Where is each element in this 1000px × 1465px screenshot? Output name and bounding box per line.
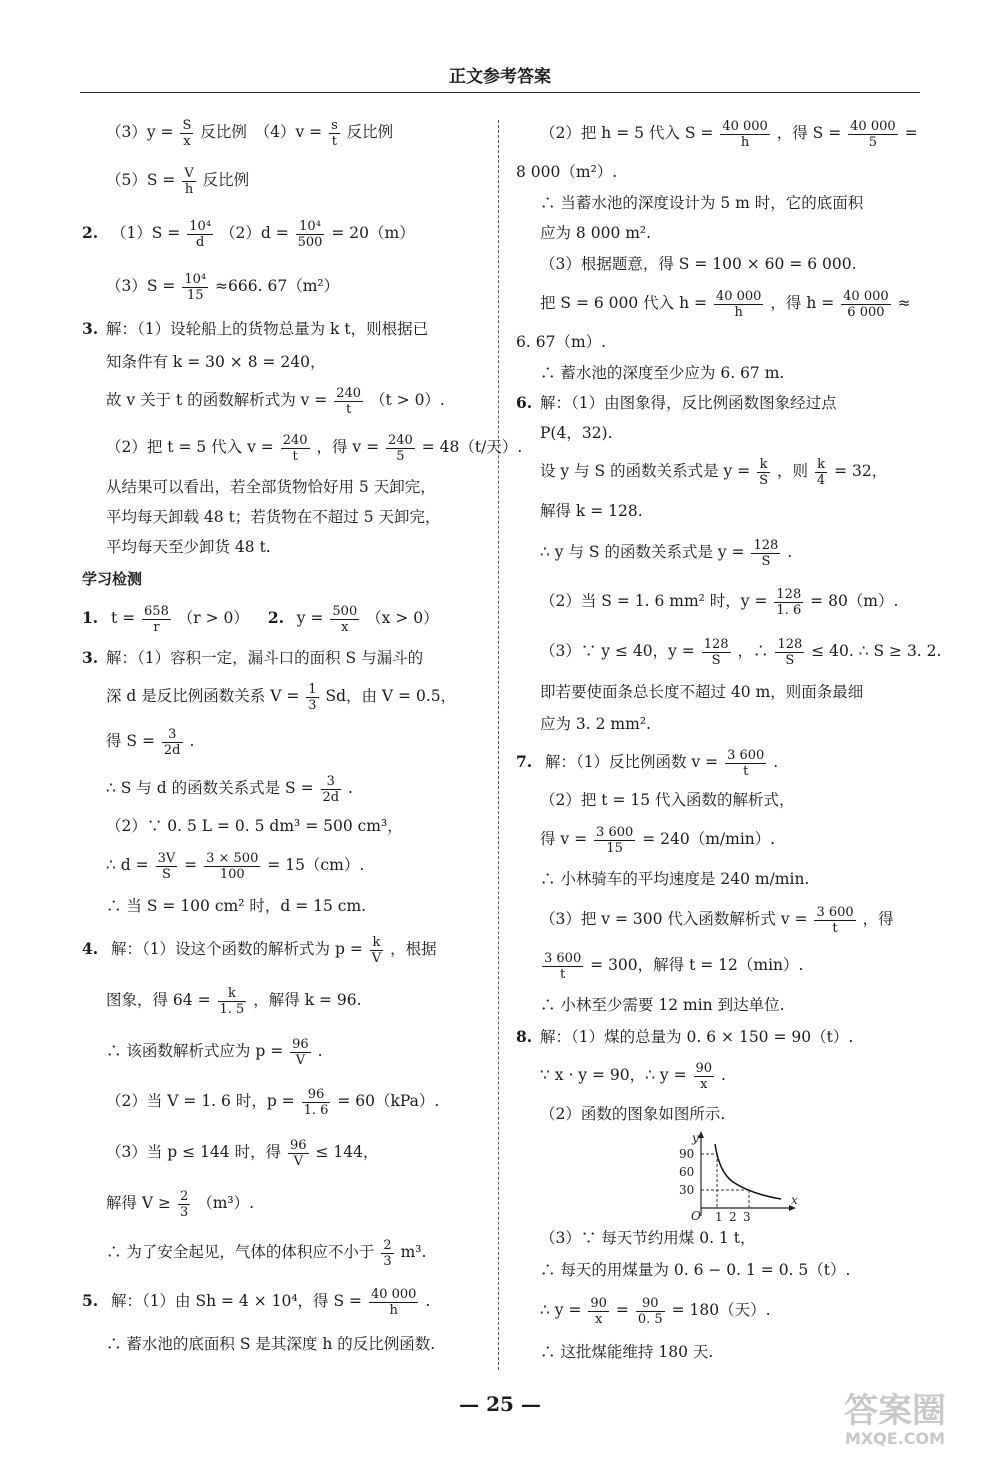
x-axis-label: x	[791, 1193, 798, 1207]
answer-line: 平均每天卸载 48 t；若货物在不超过 5 天卸完，	[106, 508, 441, 526]
text: （5）S =	[106, 171, 176, 189]
answer-line: （2）∵ 0. 5 L = 0. 5 dm³ = 500 cm³，	[106, 817, 403, 835]
question-number: 6.	[516, 393, 533, 412]
answer-line: （2）把 t = 15 代入函数的解析式，	[540, 791, 795, 809]
text: 设 y 与 S 的函数关系式是 y =	[540, 462, 751, 480]
answer-line	[516, 528, 916, 576]
fraction	[218, 986, 247, 1017]
answer-line	[82, 1178, 487, 1228]
fraction	[187, 219, 213, 250]
text: ，解得 k = 96.	[253, 991, 362, 1009]
answer-line: ∴ 每天的用煤量为 0. 6 − 0. 1 = 0. 5（t）.	[540, 1261, 851, 1279]
question-number: 8.	[516, 1027, 533, 1046]
answer-line: 从结果可以看出，若全部货物恰好用 5 天卸完，	[106, 478, 436, 496]
denominator: x	[183, 133, 191, 149]
fraction	[321, 774, 342, 805]
question-number: 1.	[82, 608, 99, 627]
page-number: — 25 —	[459, 1392, 541, 1416]
answer-line	[82, 154, 487, 206]
answer-line: 知条件有 k = 30 × 8 = 240，	[106, 353, 326, 371]
text: ≤ 40. ∴ S ≥ 3. 2.	[811, 642, 942, 660]
denominator: V	[295, 1052, 306, 1068]
numerator: 3 600	[544, 950, 582, 966]
fraction	[329, 118, 340, 149]
fraction	[330, 604, 359, 635]
text: ，得 v =	[316, 438, 380, 456]
text: ≈	[897, 294, 911, 312]
text: = 32，	[834, 462, 888, 480]
numerator: k	[815, 457, 827, 473]
fraction	[775, 637, 804, 668]
text: ∴ 为了安全起见，气体的体积应不小于	[106, 1243, 375, 1261]
y-axis-arrow	[698, 1131, 704, 1138]
numerator: 40 000	[850, 118, 896, 134]
fraction	[182, 166, 195, 197]
denominator: x	[700, 1076, 708, 1092]
text: .	[787, 543, 793, 561]
text: ≈666. 67（m²）	[215, 277, 340, 295]
numerator: 2	[179, 1188, 189, 1204]
denominator: S	[161, 866, 171, 882]
numerator: 90	[695, 1060, 713, 1076]
numerator: 3	[162, 727, 183, 743]
column-divider	[498, 120, 499, 1370]
text: （2）把 t = 5 代入 v =	[106, 438, 274, 456]
fraction	[815, 457, 827, 488]
answer-line	[82, 766, 487, 810]
text: =	[615, 1301, 629, 1319]
text: 解：（1）设轮船上的货物总量为 k t，则根据已	[106, 320, 429, 338]
numerator: 240	[282, 432, 308, 448]
answer-line	[516, 942, 916, 988]
numerator: 40 000	[722, 118, 768, 134]
denominator: t	[346, 401, 352, 417]
answer-line	[516, 388, 916, 418]
answer-line	[516, 1022, 916, 1052]
text: （3）∵ y ≤ 40，y =	[540, 642, 695, 660]
header-rule	[80, 92, 920, 93]
text: 深 d 是反比例函数关系 V =	[106, 687, 300, 705]
fraction	[725, 748, 766, 779]
text: （x > 0）	[366, 609, 439, 627]
answer-line	[516, 740, 916, 784]
text: （3）当 p ≤ 144 时，得	[106, 1143, 282, 1161]
text: .	[425, 1292, 431, 1310]
answer-line	[516, 1286, 916, 1334]
inverse-function-graph	[671, 1130, 801, 1222]
text: 把 S = 6 000 代入 h =	[540, 294, 708, 312]
text: = 48（t/天）.	[421, 438, 523, 456]
answer-line: 应为 8 000 m².	[540, 224, 652, 242]
fraction	[334, 386, 363, 417]
text: m³.	[400, 1243, 427, 1261]
numerator: 500	[332, 603, 358, 619]
denominator: 2d	[322, 789, 340, 805]
text: 得 v =	[540, 830, 588, 848]
text: 解：（1）煤的总量为 0. 6 × 150 = 90（t）.	[540, 1028, 854, 1046]
denominator: 1. 6	[303, 1102, 329, 1118]
fraction	[296, 219, 325, 250]
text: 解：（1）反比例函数 v =	[544, 753, 719, 771]
fraction	[757, 457, 770, 488]
denominator: h	[740, 134, 750, 150]
answer-line: 即若要使面条总长度不超过 40 m，则面条最细	[540, 683, 864, 701]
text: .	[721, 1066, 726, 1084]
numerator: 40 000	[370, 1286, 417, 1302]
answer-line: ∴ 小林至少需要 12 min 到达单位.	[540, 996, 785, 1014]
fraction	[182, 272, 208, 303]
text: = 20（m）	[331, 224, 415, 242]
text: ∵ x · y = 90，∴ y =	[540, 1066, 687, 1084]
numerator: 128	[753, 537, 779, 553]
numerator: 658	[144, 603, 169, 619]
numerator: 40 000	[715, 288, 762, 304]
numerator: 90	[590, 1295, 607, 1311]
denominator: x	[595, 1311, 603, 1327]
fraction	[370, 935, 383, 966]
denominator: 3	[383, 1253, 392, 1269]
answer-line	[516, 626, 942, 676]
numerator: 128	[703, 636, 729, 652]
answer-line	[82, 640, 487, 676]
watermark	[820, 1392, 970, 1452]
text: Sd，由 V = 0.5，	[325, 687, 457, 705]
left-column	[82, 110, 523, 1362]
text: .	[317, 1042, 323, 1060]
answer-line: 解得 k = 128.	[540, 502, 643, 520]
answer-line	[82, 260, 487, 312]
denominator: 0. 5	[637, 1311, 663, 1327]
text: 解：（1）由图象得，反比例函数图象经过点	[540, 394, 837, 412]
answer-line	[516, 448, 916, 494]
text: ∴ 该函数解析式应为 p =	[106, 1042, 284, 1060]
answer-line	[82, 974, 487, 1026]
numerator: k	[370, 935, 383, 951]
fraction	[694, 1061, 715, 1092]
text: = 180（天）.	[671, 1301, 771, 1319]
denominator: d	[196, 234, 205, 250]
fraction	[594, 825, 635, 856]
text: （2）当 S = 1. 6 mm² 时，y =	[540, 592, 768, 610]
text: （3）y =	[106, 123, 174, 141]
answer-line: ∴ 蓄水池的底面积 S 是其深度 h 的反比例函数.	[106, 1335, 436, 1353]
answer-line	[82, 1126, 487, 1178]
numerator: k	[218, 986, 247, 1002]
fraction	[281, 433, 310, 464]
numerator: 1	[308, 681, 317, 697]
text: ∴ y =	[540, 1301, 582, 1319]
fraction	[142, 604, 171, 635]
answer-line: 6. 67（m）.	[516, 333, 607, 351]
hyperbola-curve	[715, 1144, 781, 1199]
watermark-text: 答案圈	[844, 1391, 946, 1431]
origin-label: O	[691, 1209, 701, 1222]
fraction	[162, 727, 183, 758]
numerator: 10⁴	[184, 271, 207, 287]
text: （3）S =	[106, 277, 176, 295]
numerator: V	[184, 165, 194, 181]
text: （2）d =	[219, 224, 289, 242]
fraction	[814, 905, 855, 936]
numerator: s	[331, 117, 338, 133]
denominator: 3	[308, 697, 317, 713]
answer-line	[82, 1228, 487, 1276]
text: ，∴	[737, 642, 769, 660]
answer-line	[516, 576, 916, 626]
answer-line	[516, 110, 916, 156]
text: ∴ S 与 d 的函数关系式是 S =	[106, 779, 314, 797]
text: （r > 0）	[177, 609, 249, 627]
text: = 60（kPa）.	[337, 1092, 440, 1110]
fraction	[386, 433, 415, 464]
page-header-title: 正文参考答案	[449, 67, 551, 87]
denominator: S	[761, 553, 771, 569]
answer-line: ∴ 小林骑车的平均速度是 240 m/min.	[540, 870, 810, 888]
x-tick-label: 3	[743, 1210, 751, 1222]
denominator: 15	[186, 287, 204, 303]
answer-line	[82, 596, 487, 640]
numerator: 96	[290, 1137, 307, 1153]
text: （2）当 V = 1. 6 时，p =	[106, 1092, 295, 1110]
text: 解：（1）容积一定，漏斗口的面积 S 与漏斗的	[106, 649, 424, 667]
numerator: 240	[336, 385, 362, 401]
fraction	[180, 118, 193, 149]
y-tick-label: 60	[679, 1165, 695, 1179]
text: ，则	[776, 462, 808, 480]
numerator: 3 × 500	[206, 850, 259, 866]
right-column	[516, 110, 942, 1370]
text: （t > 0）.	[370, 391, 445, 409]
answer-line: （3）∵ 每天节约用煤 0. 1 t，	[540, 1229, 756, 1247]
numerator: 96	[302, 1087, 331, 1103]
text: （3）把 v = 300 代入函数解析式 v =	[540, 910, 808, 928]
numerator: 128	[776, 586, 802, 602]
fraction	[636, 1296, 665, 1327]
fraction	[290, 1037, 311, 1068]
denominator: h	[184, 181, 194, 197]
text: .	[189, 732, 195, 750]
fraction	[204, 851, 260, 882]
answer-line	[82, 924, 487, 974]
answer-line	[82, 676, 487, 716]
answer-line: 应为 3. 2 mm².	[540, 715, 651, 733]
numerator: 2	[383, 1237, 392, 1253]
denominator: t	[559, 966, 566, 982]
fraction	[841, 289, 891, 320]
fraction	[751, 538, 780, 569]
numerator: 3 600	[816, 904, 854, 920]
text: 反比例 （4）v =	[200, 123, 323, 141]
text: ∴ d =	[106, 856, 149, 874]
watermark-url: MXQE.COM	[844, 1429, 946, 1448]
numerator: 10⁴	[189, 218, 212, 234]
text: 反比例	[346, 123, 394, 141]
numerator: 3 600	[596, 824, 634, 840]
question-number: 2.	[267, 608, 285, 627]
answer-line	[82, 842, 487, 888]
fraction	[542, 951, 583, 982]
numerator: 40 000	[843, 288, 889, 304]
numerator: 96	[292, 1036, 309, 1052]
denominator: 2d	[163, 742, 181, 758]
denominator: r	[153, 619, 160, 635]
question-number: 3.	[82, 319, 99, 338]
fraction	[588, 1296, 609, 1327]
question-number: 3.	[82, 648, 99, 667]
text: = 300，解得 t = 12（min）.	[590, 956, 804, 974]
answer-line	[82, 422, 523, 472]
numerator: 90	[636, 1296, 665, 1312]
answer-line	[82, 110, 487, 154]
text: （1）S =	[110, 224, 181, 242]
text: =	[184, 856, 198, 874]
numerator: 3	[321, 774, 342, 790]
numerator: 240	[388, 432, 413, 448]
question-number: 4.	[82, 939, 99, 958]
text: ≤ 144，	[315, 1143, 379, 1161]
answer-line	[82, 1026, 487, 1076]
answer-line	[82, 312, 487, 346]
x-tick-label: 1	[715, 1210, 723, 1222]
denominator: 1. 6	[776, 602, 802, 618]
numerator: 10⁴	[296, 219, 325, 235]
denominator: h	[389, 1302, 398, 1318]
fraction	[306, 682, 318, 713]
fraction	[302, 1087, 331, 1118]
fraction	[714, 289, 764, 320]
y-tick-label: 90	[679, 1147, 695, 1161]
text: .	[773, 753, 779, 771]
answer-line: 平均每天至少卸货 48 t.	[106, 538, 271, 556]
text: ，得	[862, 910, 894, 928]
text: 解：（1）设这个函数的解析式为 p =	[110, 940, 363, 958]
numerator: 3 600	[727, 747, 765, 763]
text: = 240（m/min）.	[642, 830, 776, 848]
denominator: h	[734, 304, 743, 320]
denominator: 1. 5	[219, 1001, 245, 1017]
text: t =	[110, 609, 136, 627]
answer-line: ∴ 蓄水池的深度至少应为 6. 67 m.	[540, 364, 785, 382]
fraction	[702, 637, 731, 668]
fraction	[774, 587, 803, 618]
answer-line	[516, 816, 916, 862]
section-heading: 学习检测	[82, 570, 143, 588]
text: ∴ y 与 S 的函数关系式是 y =	[540, 543, 745, 561]
denominator: t	[832, 920, 838, 936]
y-axis-label: y	[692, 1131, 699, 1145]
question-number: 2.	[82, 223, 99, 242]
x-tick-label: 2	[729, 1210, 737, 1222]
text: 解：（1）由 Sh = 4 × 10⁴，得 S =	[110, 1292, 363, 1310]
denominator: 5	[868, 134, 878, 150]
fraction	[369, 1287, 419, 1318]
answer-line: P(4，32).	[540, 424, 613, 442]
text: = 15（cm）.	[267, 856, 365, 874]
answer-line	[82, 206, 487, 260]
text: 故 v 关于 t 的函数解析式为 v =	[106, 391, 328, 409]
text: ，得 h =	[770, 294, 835, 312]
answer-line: 8 000（m²）.	[516, 163, 618, 181]
fraction	[288, 1138, 309, 1169]
answer-line: ∴ 当蓄水池的深度设计为 5 m 时，它的底面积	[540, 194, 864, 212]
question-number: 7.	[516, 752, 533, 771]
numerator: 3V	[157, 850, 176, 866]
denominator: S	[785, 652, 795, 668]
denominator: 6 000	[847, 304, 885, 320]
fraction	[381, 1238, 393, 1269]
question-number: 5.	[82, 1291, 99, 1310]
answer-line	[516, 1052, 916, 1098]
text: =	[904, 124, 918, 142]
fraction	[156, 851, 178, 882]
numerator: S	[182, 117, 192, 133]
text: 图象，得 64 =	[106, 991, 211, 1009]
answer-line	[82, 716, 487, 766]
fraction	[178, 1189, 190, 1220]
answer-line	[516, 280, 916, 326]
text: 解得 V ≥	[106, 1194, 172, 1212]
answer-line: （2）函数的图象如图所示.	[540, 1105, 726, 1123]
answer-line: ∴ 当 S = 100 cm² 时，d = 15 cm.	[106, 897, 367, 915]
fraction	[848, 119, 898, 150]
denominator: t	[743, 763, 749, 779]
denominator: 5	[396, 448, 405, 464]
answer-line	[82, 1276, 487, 1326]
denominator: 500	[297, 234, 323, 250]
text: 得 S =	[106, 732, 155, 750]
text: （m³）.	[197, 1194, 255, 1212]
fraction	[720, 119, 770, 150]
text: （2）把 h = 5 代入 S =	[540, 124, 714, 142]
text: y =	[296, 609, 324, 627]
y-tick-label: 30	[679, 1183, 695, 1197]
numerator: 128	[777, 636, 803, 652]
text: .	[348, 779, 353, 797]
denominator: t	[331, 133, 338, 149]
denominator: 100	[219, 866, 245, 882]
denominator: V	[371, 950, 382, 966]
text: ，根据	[390, 940, 437, 958]
text: 反比例	[202, 171, 250, 189]
text: = 80（m）.	[810, 592, 899, 610]
answer-line	[82, 1076, 487, 1126]
denominator: x	[341, 619, 349, 635]
text: ，得 S =	[776, 124, 842, 142]
denominator: 15	[606, 840, 623, 856]
answer-line	[82, 378, 487, 422]
answer-line: ∴ 这批煤能维持 180 天.	[540, 1343, 714, 1361]
numerator: k	[757, 457, 770, 473]
answer-line	[516, 896, 916, 942]
denominator: S	[759, 472, 769, 488]
denominator: 4	[816, 472, 826, 488]
denominator: t	[292, 448, 298, 464]
answer-line: （3）根据题意，得 S = 100 × 60 = 6 000.	[540, 255, 857, 273]
denominator: V	[293, 1153, 303, 1169]
denominator: S	[711, 652, 721, 668]
denominator: 3	[179, 1204, 189, 1220]
